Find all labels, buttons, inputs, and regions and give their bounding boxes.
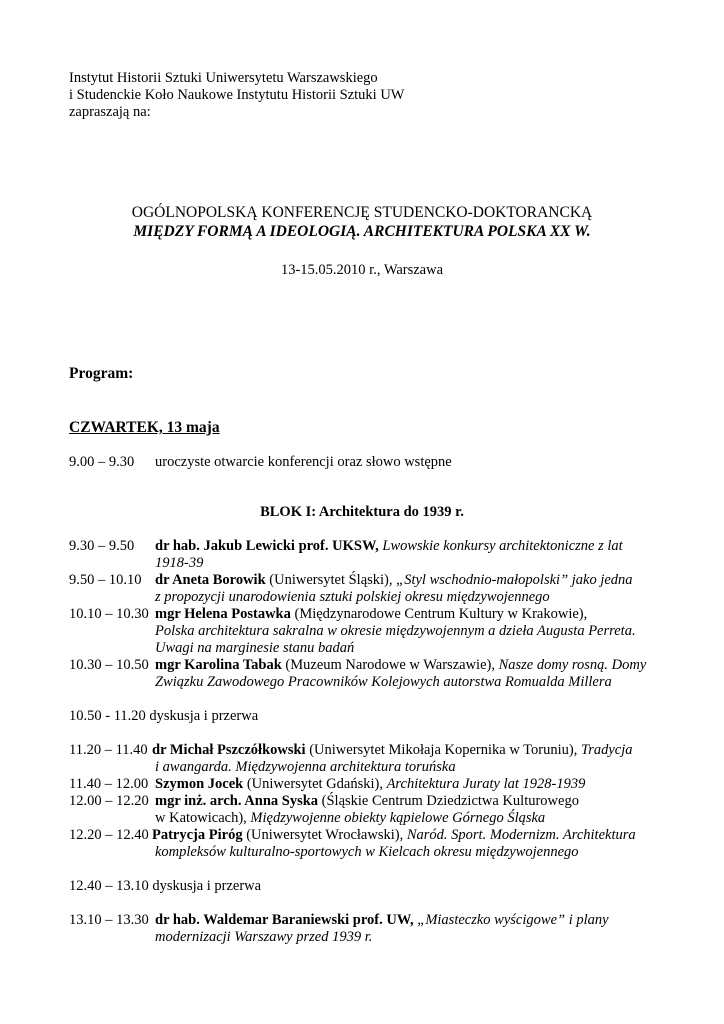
talk-affiliation: (Uniwersytet Śląski), (269, 572, 393, 588)
talk-time: 10.10 – 10.30 (69, 606, 149, 622)
talk-title-continued: Uwagi na marginesie stanu badań (155, 640, 355, 656)
day-heading: CZWARTEK, 13 maja (69, 419, 220, 436)
program-label: Program: (69, 365, 134, 382)
opening-text: uroczyste otwarcie konferencji oraz słowo wstępne (155, 454, 452, 470)
talk-speaker: dr Michał Pszczółkowski (152, 742, 306, 758)
talk-time: 11.40 – 12.00 (69, 776, 149, 792)
organizers (69, 70, 404, 121)
talk-affiliation: (Uniwersytet Wrocławski), (246, 827, 404, 843)
talk-title: Tradycja (580, 742, 633, 758)
talk-time: 13.10 – 13.30 (69, 912, 149, 928)
talk-line (155, 912, 609, 929)
talk-title-continued: modernizacji Warszawy przed 1939 r. (155, 929, 373, 945)
conference-subtitle: MIĘDZY FORMĄ A IDEOLOGIĄ. ARCHITEKTURA POLSKA XX W. (133, 223, 591, 240)
talk-line (155, 657, 646, 674)
talk-line (155, 776, 585, 793)
talk-affiliation: (Muzeum Narodowe w Warszawie), (285, 657, 495, 673)
talk-time: 12.00 – 12.20 (69, 793, 149, 809)
talk-title: Naród. Sport. Modernizm. Architektura (406, 827, 636, 843)
talk-title-continued: Związku Zawodowego Pracowników Kolejowych autorstwa Romualda Millera (155, 674, 612, 690)
talk-time: 11.20 – 11.40 (69, 742, 148, 758)
conference-title: OGÓLNOPOLSKĄ KONFERENCJĘ STUDENCKO-DOKTORANCKĄ (131, 204, 593, 221)
talk-speaker: dr Aneta Borowik (155, 572, 266, 588)
talk-speaker: mgr inż. arch. Anna Syska (155, 793, 319, 809)
talk-speaker: mgr Helena Postawka (155, 606, 291, 622)
talk-line (155, 538, 623, 555)
talk-time: 10.30 – 10.50 (69, 657, 149, 673)
organizer-line-2: i Studenckie Koło Naukowe Instytutu Historii Sztuki UW (69, 87, 405, 103)
talk-speaker: Patrycja Piróg (152, 827, 243, 843)
talk-speaker: Szymon Jocek (155, 776, 244, 792)
talk-affiliation: (Śląskie Centrum Dziedzictwa Kulturowego (321, 793, 579, 809)
talk-time: 9.30 – 9.50 (69, 538, 135, 554)
talk-title-continued: z propozycji unarodowienia sztuki polskiej okresu międzywojennego (155, 589, 550, 605)
organizer-line-1: Instytut Historii Sztuki Uniwersytetu Warszawskiego (69, 70, 378, 86)
talk-affiliation: (Uniwersytet Mikołaja Kopernika w Toruniu), (309, 742, 578, 758)
talk-speaker: mgr Karolina Tabak (155, 657, 282, 673)
talk-title: „Styl wschodnio-małopolski” jako jedna (396, 572, 633, 588)
talk-line (155, 606, 587, 623)
talk-title: Architektura Juraty lat 1928-1939 (386, 776, 586, 792)
talk-title: Lwowskie konkursy architektoniczne z lat (382, 538, 623, 554)
talk-title: Nasze domy rosną. Domy (498, 657, 647, 673)
break-row: 12.40 – 13.10 dyskusja i przerwa (69, 878, 262, 894)
talk-time: 12.20 – 12.40 (69, 827, 149, 843)
talk-line (155, 572, 633, 589)
organizer-line-3: zapraszają na: (69, 104, 151, 120)
talk-affiliation: (Międzynarodowe Centrum Kultury w Krakowie), (294, 606, 588, 622)
talk-title-continued: i awangarda. Międzywojenna architektura toruńska (155, 759, 456, 775)
talk-affiliation: (Uniwersytet Gdański), (246, 776, 383, 792)
talk-speaker: dr hab. Waldemar Baraniewski prof. UW, (155, 912, 414, 928)
talk-line (152, 742, 633, 759)
talk-affiliation-continued: w Katowicach), (155, 810, 247, 826)
talk-line (152, 827, 636, 844)
opening-time: 9.00 – 9.30 (69, 454, 135, 470)
break-row: 10.50 - 11.20 dyskusja i przerwa (69, 708, 259, 724)
talk-line-continued (155, 810, 545, 827)
talk-title-continued: 1918-39 (155, 555, 204, 571)
talk-line (155, 793, 579, 810)
conference-dates: 13-15.05.2010 r., Warszawa (280, 262, 444, 278)
talk-title: „Miasteczko wyścigowe” i plany (417, 912, 609, 928)
talk-title-continued: Międzywojenne obiekty kąpielowe Górnego Śląska (250, 810, 546, 826)
block-heading: BLOK I: Architektura do 1939 r. (260, 504, 464, 520)
talk-title-continued: Polska architektura sakralna w okresie międzywojennym a dzieła Augusta Perreta. (155, 623, 636, 639)
talk-title-continued: kompleksów kulturalno-sportowych w Kielcach okresu międzywojennego (155, 844, 579, 860)
talk-speaker: dr hab. Jakub Lewicki prof. UKSW, (155, 538, 379, 554)
talk-time: 9.50 – 10.10 (69, 572, 142, 588)
